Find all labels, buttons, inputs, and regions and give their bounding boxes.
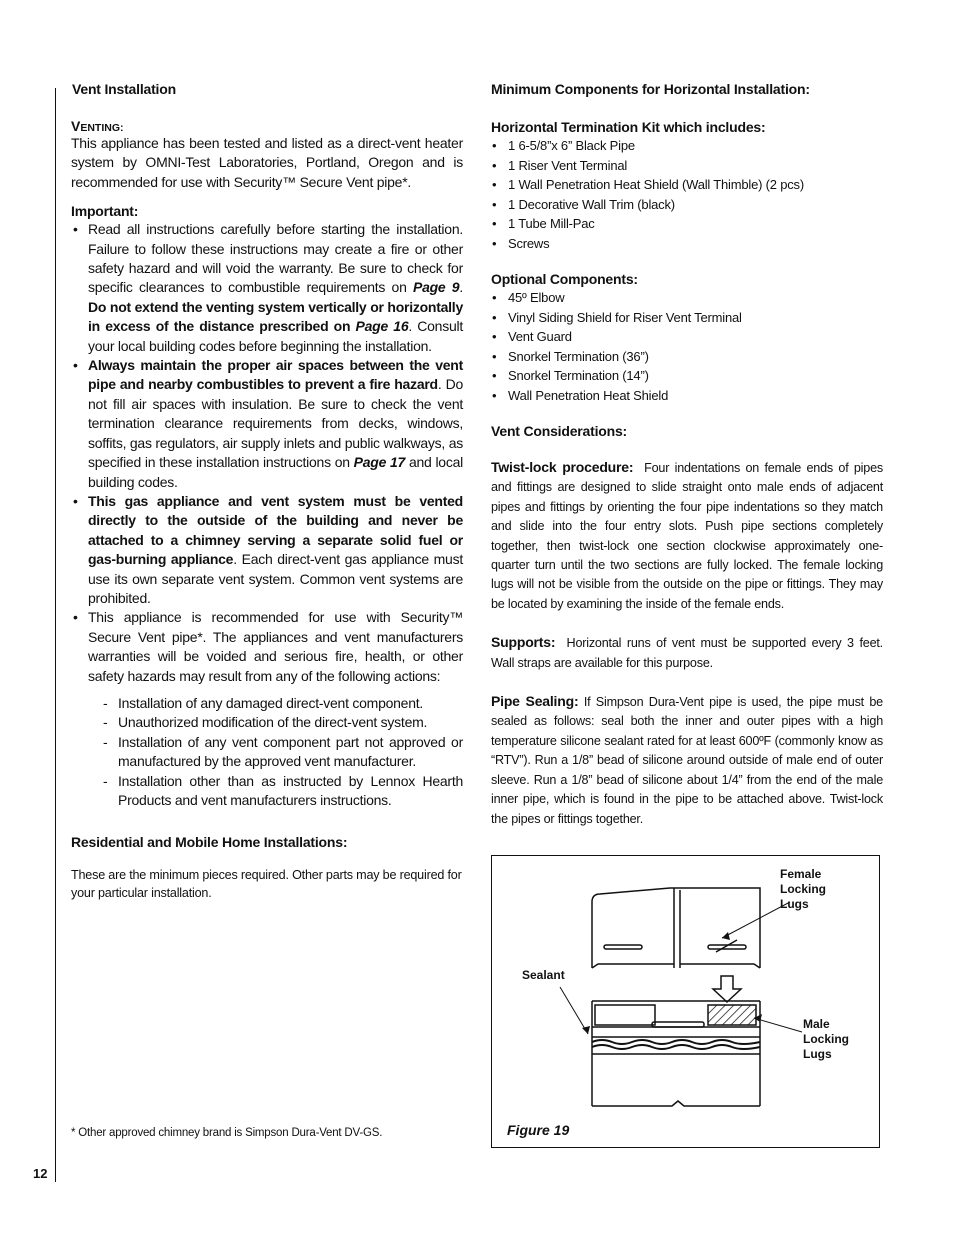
list-item: • 1 Tube Mill-Pac — [491, 214, 883, 234]
list-item: • Vent Guard — [491, 327, 883, 347]
important-item-3: • This gas appliance and vent system must be vented directly to the outside of the building and never be attached to a chimney serving a separate solid fuel or gas-burning appliance. Each direct-vent gas appliance must use its own separate vent system. Common vent systems are prohibited. — [71, 492, 463, 608]
min-components-heading: Minimum Components for Horizontal Installation: — [491, 81, 810, 97]
list-item: • Snorkel Termination (14”) — [491, 366, 883, 386]
section-title: Vent Installation — [72, 81, 176, 97]
twist-lock-heading: Twist-lock procedure: — [491, 459, 634, 475]
list-item: • 1 Wall Penetration Heat Shield (Wall Thimble) (2 pcs) — [491, 175, 883, 195]
venting-text: This appliance has been tested and listed as a direct-vent heater system by OMNI-Test Laboratories, Portland, Oregon and is recommended for use with Security™ Secure Vent pipe*. — [71, 135, 463, 190]
list-item: • Vinyl Siding Shield for Riser Vent Terminal — [491, 308, 883, 328]
figure-caption: Figure 19 — [507, 1122, 570, 1138]
venting-heading: VENTING: — [71, 118, 124, 134]
pipe-sealing-paragraph: Pipe Sealing: If Simpson Dura-Vent pipe is used, the pipe must be sealed as follows: seal both the inner and outer pipes with a high temperature silicone sealant rated for at least 600ºF (commonly know as “RTV”). Run a 1/8” bead of silicone around outside of male end of outer sleeve. Run a 1/8” bead of silicone about 1/4” from the end of the male inner pipe, which is found in the pipe to be attached above. Twist-lock the pipes or fittings together. — [491, 693, 883, 826]
important-heading: Important: — [71, 203, 139, 220]
footnote: * Other approved chimney brand is Simpson Dura-Vent DV-GS. — [71, 1127, 383, 1139]
kit-list — [491, 136, 883, 253]
important-item-2: • Always maintain the proper air spaces between the vent pipe and nearby combustibles to prevent a fire hazard. Do not fill air spaces with insulation. Be sure to check the vent termination clearance requirements from decks, windows, soffits, gas regulators, air supply inlets and public walkways, as specified in these installation instructions on Page 17 and local building codes. — [71, 356, 463, 492]
sealant-label: Sealant — [522, 968, 565, 982]
twist-lock-paragraph: Twist-lock procedure: Four indentations on female ends of pipes and fittings are designed to slide straight onto male ends of adjacent pipes and fittings by orienting the four pipe indentations so they match and slide into the four entry slots. Push pipe sections completely together, then twist-lock one section clockwise approximately one-quarter turn until the two sections are fully locked. The female locking lugs will not be visible from the outside on the pipe or fittings. They may be located by examining the inside of the female ends. — [491, 459, 883, 611]
page-margin-rule — [55, 88, 56, 1182]
list-item: • 1 6-5/8”x 6” Black Pipe — [491, 136, 883, 156]
optional-heading: Optional Components: — [491, 271, 638, 287]
page-number: 12 — [33, 1166, 48, 1181]
right-column — [491, 80, 883, 829]
list-item: • Snorkel Termination (36”) — [491, 347, 883, 367]
list-item: • 1 Decorative Wall Trim (black) — [491, 195, 883, 215]
list-item: • Wall Penetration Heat Shield — [491, 386, 883, 406]
supports-heading: Supports: — [491, 634, 556, 651]
residential-heading: Residential and Mobile Home Installations: — [71, 834, 348, 851]
female-locking-lugs-label: Female Locking Lugs — [780, 867, 827, 911]
list-item: - Unauthorized modification of the direct-vent system. — [71, 713, 463, 732]
pipe-sealing-heading: Pipe Sealing: — [491, 693, 579, 710]
figure-19 — [491, 855, 880, 1148]
page-9-link[interactable]: Page 9 — [412, 279, 460, 296]
page-17-link[interactable]: Page 17 — [353, 454, 406, 471]
list-item: - Installation other than as instructed by Lennox Hearth Products and vent manufacturers instructions. — [71, 772, 463, 811]
left-column — [71, 80, 463, 902]
list-item: - Installation of any damaged direct-vent component. — [71, 694, 463, 713]
optional-list — [491, 288, 883, 405]
page-16-link[interactable]: Page 16 — [355, 318, 409, 335]
list-item: • 45º Elbow — [491, 288, 883, 308]
considerations-heading: Vent Considerations: — [491, 423, 628, 439]
important-item-1: • Read all instructions carefully before starting the installation. Failure to follow these instructions may create a fire or other safety hazard and will void the warranty. Be sure to check for specific clearances to combustible requirements on Page 9. Do not extend the venting system vertically or horizontally in excess of the distance prescribed on Page 16. Consult your local building codes before beginning the installation. — [71, 220, 463, 356]
list-item: - Installation of any vent component part not approved or manufactured by the approved vent manufacturer. — [71, 733, 463, 772]
warranty-actions-list — [71, 694, 463, 810]
important-item-4: • This appliance is recommended for use with Security™ Secure Vent pipe*. The appliances and vent manufacturers warranties will be voided and serious fire, health, or other safety hazards may result from any of the following actions: — [71, 608, 463, 686]
residential-text: These are the minimum pieces required. Other parts may be required for your particular installation. — [71, 868, 462, 901]
important-list — [71, 220, 463, 686]
male-locking-lugs-label: Male Locking Lugs — [803, 1017, 850, 1061]
list-item: • Screws — [491, 234, 883, 254]
list-item: • 1 Riser Vent Terminal — [491, 156, 883, 176]
supports-paragraph: Supports: Horizontal runs of vent must be supported every 3 feet. Wall straps are available for this purpose. — [491, 634, 883, 670]
kit-heading: Horizontal Termination Kit which includes: — [491, 119, 766, 135]
